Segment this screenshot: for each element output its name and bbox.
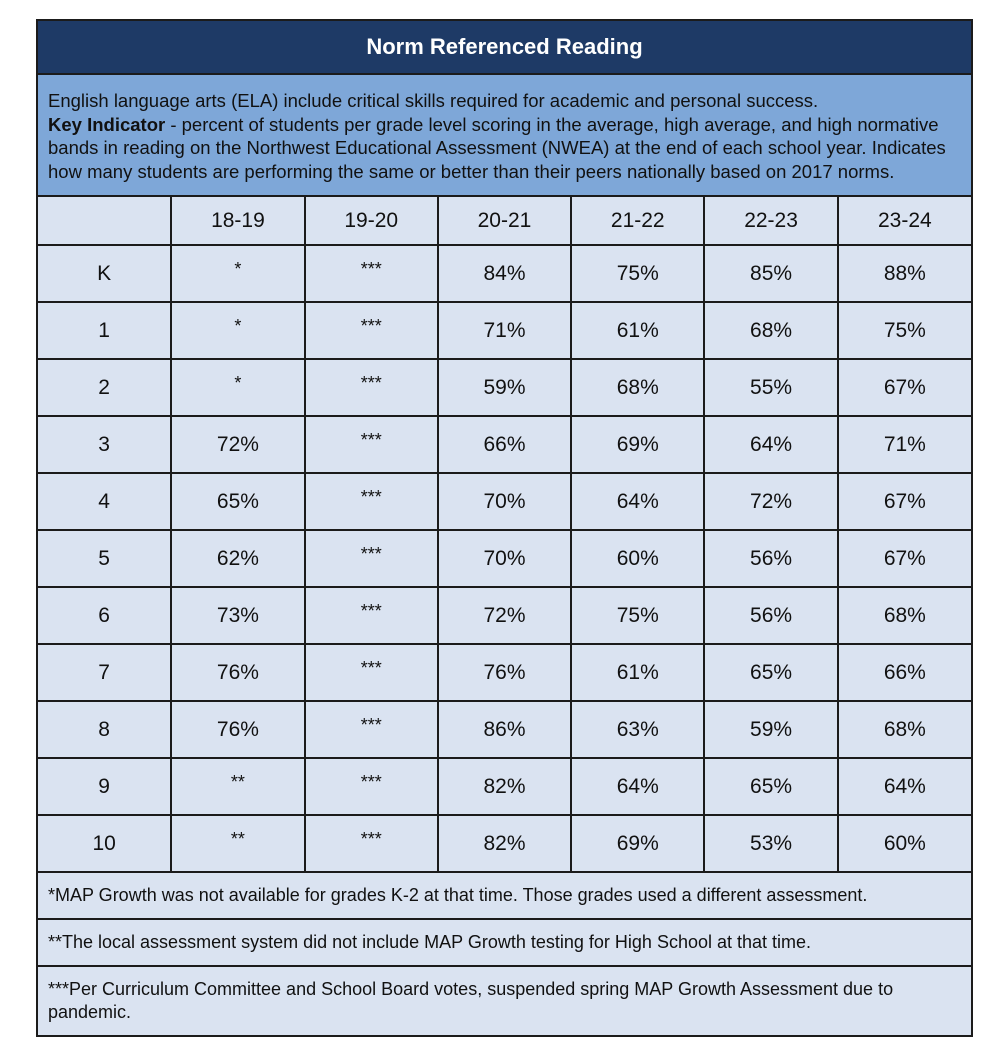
table-cell: 70% — [438, 530, 571, 587]
column-header: 19-20 — [305, 197, 438, 245]
table-cell: 56% — [704, 587, 837, 644]
table-cell: 62% — [171, 530, 304, 587]
table-cell: 75% — [838, 302, 971, 359]
table-cell: 55% — [704, 359, 837, 416]
table-row — [38, 815, 971, 872]
table-cell: 71% — [438, 302, 571, 359]
column-header: 20-21 — [438, 197, 571, 245]
table-cell: 86% — [438, 701, 571, 758]
column-header: 23-24 — [838, 197, 971, 245]
table-cell: 72% — [438, 587, 571, 644]
table-cell: *** — [305, 815, 438, 872]
table-row — [38, 587, 971, 644]
table-cell: 73% — [171, 587, 304, 644]
table-cell: ** — [171, 815, 304, 872]
table-header-row — [38, 197, 971, 245]
table-cell: *** — [305, 473, 438, 530]
table-cell: 64% — [704, 416, 837, 473]
grade-cell: 10 — [38, 815, 171, 872]
table-cell: 68% — [571, 359, 704, 416]
table-row — [38, 758, 971, 815]
footnote: **The local assessment system did not include MAP Growth testing for High School at that time. — [38, 918, 971, 965]
footnote: *MAP Growth was not available for grades K-2 at that time. Those grades used a different assessment. — [38, 873, 971, 918]
key-indicator-label: Key Indicator — [48, 113, 166, 135]
table-cell: 67% — [838, 359, 971, 416]
table-cell: 84% — [438, 245, 571, 302]
table-cell: * — [171, 245, 304, 302]
corner-cell — [38, 197, 171, 245]
column-header: 21-22 — [571, 197, 704, 245]
table-cell: 61% — [571, 644, 704, 701]
table-cell: * — [171, 302, 304, 359]
table-cell: 68% — [838, 587, 971, 644]
table-cell: 64% — [571, 473, 704, 530]
description-block — [38, 75, 971, 197]
table-cell: ** — [171, 758, 304, 815]
table-cell: 75% — [571, 587, 704, 644]
grade-cell: 3 — [38, 416, 171, 473]
table-row — [38, 302, 971, 359]
table-cell: 69% — [571, 416, 704, 473]
table-cell: 65% — [171, 473, 304, 530]
table-cell: 76% — [438, 644, 571, 701]
table-cell: *** — [305, 245, 438, 302]
table-cell: 53% — [704, 815, 837, 872]
table-row — [38, 473, 971, 530]
table-cell: 76% — [171, 644, 304, 701]
table-cell: *** — [305, 302, 438, 359]
table-cell: 67% — [838, 530, 971, 587]
reading-table — [38, 197, 971, 873]
table-cell: 85% — [704, 245, 837, 302]
table-cell: 66% — [838, 644, 971, 701]
grade-cell: 9 — [38, 758, 171, 815]
table-cell: *** — [305, 416, 438, 473]
table-cell: 67% — [838, 473, 971, 530]
table-row — [38, 359, 971, 416]
table-cell: 60% — [838, 815, 971, 872]
table-row — [38, 530, 971, 587]
table-cell: 59% — [438, 359, 571, 416]
table-cell: *** — [305, 701, 438, 758]
table-cell: 76% — [171, 701, 304, 758]
table-cell: 65% — [704, 644, 837, 701]
grade-cell: 5 — [38, 530, 171, 587]
table-cell: 68% — [838, 701, 971, 758]
grade-cell: 4 — [38, 473, 171, 530]
table-body — [38, 245, 971, 872]
table-cell: 72% — [704, 473, 837, 530]
table-cell: 60% — [571, 530, 704, 587]
footnote: ***Per Curriculum Committee and School Board votes, suspended spring MAP Growth Assessment due to pandemic. — [38, 965, 971, 1035]
table-cell: 82% — [438, 815, 571, 872]
table-cell: 64% — [571, 758, 704, 815]
key-indicator-text: - percent of students per grade level scoring in the average, high average, and high normative bands in reading on the Northwest Educational Assessment (NWEA) at the end of each school year. Indicates how many students are performing the same or better than their peers nationally based on 2017 norms. — [48, 113, 946, 182]
table-cell: 71% — [838, 416, 971, 473]
table-cell: 82% — [438, 758, 571, 815]
grade-cell: 1 — [38, 302, 171, 359]
table-cell: * — [171, 359, 304, 416]
table-cell: *** — [305, 644, 438, 701]
description-intro: English language arts (ELA) include critical skills required for academic and personal success. — [48, 90, 819, 111]
table-cell: *** — [305, 587, 438, 644]
table-row — [38, 416, 971, 473]
table-cell: 61% — [571, 302, 704, 359]
grade-cell: 7 — [38, 644, 171, 701]
table-cell: *** — [305, 758, 438, 815]
table-cell: 88% — [838, 245, 971, 302]
grade-cell: 2 — [38, 359, 171, 416]
column-header: 18-19 — [171, 197, 304, 245]
grade-cell: 8 — [38, 701, 171, 758]
table-row — [38, 644, 971, 701]
table-cell: 65% — [704, 758, 837, 815]
table-cell: 64% — [838, 758, 971, 815]
table-cell: 70% — [438, 473, 571, 530]
grade-cell: K — [38, 245, 171, 302]
table-cell: 63% — [571, 701, 704, 758]
table-row — [38, 245, 971, 302]
table-cell: 69% — [571, 815, 704, 872]
column-header: 22-23 — [704, 197, 837, 245]
table-cell: 56% — [704, 530, 837, 587]
grade-cell: 6 — [38, 587, 171, 644]
page-title: Norm Referenced Reading — [38, 21, 971, 75]
table-cell: 72% — [171, 416, 304, 473]
reading-report-panel — [36, 19, 973, 1037]
table-cell: *** — [305, 359, 438, 416]
table-cell: 66% — [438, 416, 571, 473]
table-cell: 68% — [704, 302, 837, 359]
table-cell: 75% — [571, 245, 704, 302]
table-row — [38, 701, 971, 758]
table-cell: *** — [305, 530, 438, 587]
table-cell: 59% — [704, 701, 837, 758]
